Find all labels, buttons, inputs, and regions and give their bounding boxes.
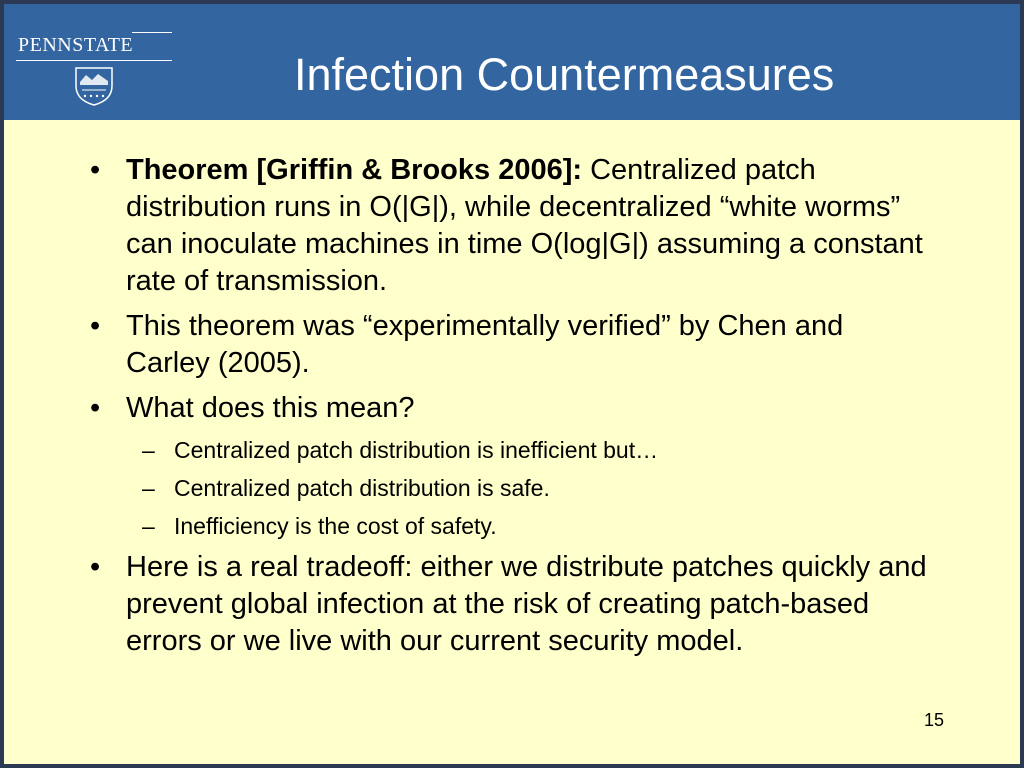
- bullet-item: [90, 308, 930, 382]
- sub-bullet-list: [90, 435, 930, 541]
- logo-rule: [16, 60, 172, 61]
- sub-bullet-mark: –: [142, 513, 155, 539]
- sub-bullet-mark: –: [142, 475, 155, 501]
- sub-bullet-item: [90, 511, 930, 541]
- bullet-item: [90, 390, 930, 427]
- sub-bullet-mark: –: [142, 437, 155, 463]
- bullet-text: Here is a real tradeoff: either we distribute patches quickly and prevent global infection at the risk of creating patch-based errors or we live with our current security model.: [126, 551, 927, 657]
- logo-rule-top: [132, 32, 172, 33]
- sub-bullet-text: Inefficiency is the cost of safety.: [174, 513, 497, 539]
- bullet-mark: •: [90, 551, 101, 583]
- bullet-item: [90, 152, 930, 300]
- sub-bullet-item: [90, 435, 930, 465]
- bullet-bold-text: Theorem [Griffin & Brooks 2006]:: [126, 154, 583, 186]
- bullet-mark: •: [90, 154, 101, 186]
- penn-state-logo: [14, 32, 174, 112]
- bullet-text: What does this mean?: [126, 392, 415, 424]
- slide-body: [90, 152, 930, 668]
- bullet-text: Centralized patch distribution runs in O(|G|), while decentralized “white worms” can inoculate machines in time O(log|G|) assuming a constant rate of transmission.: [126, 154, 923, 297]
- penn-state-shield-icon: [74, 66, 114, 106]
- bullet-item: [90, 549, 930, 660]
- bullet-mark: •: [90, 310, 101, 342]
- slide-header: [4, 4, 1020, 120]
- sub-bullet-text: Centralized patch distribution is inefficient but…: [174, 437, 659, 463]
- bullet-mark: •: [90, 392, 101, 424]
- sub-bullet-text: Centralized patch distribution is safe.: [174, 475, 550, 501]
- logo-wordmark: PENNSTATE: [18, 34, 134, 56]
- bullet-text: This theorem was “experimentally verified” by Chen and Carley (2005).: [126, 310, 844, 379]
- slide-title: Infection Countermeasures: [294, 49, 835, 100]
- page-number: 15: [923, 710, 944, 730]
- sub-bullet-item: [90, 473, 930, 503]
